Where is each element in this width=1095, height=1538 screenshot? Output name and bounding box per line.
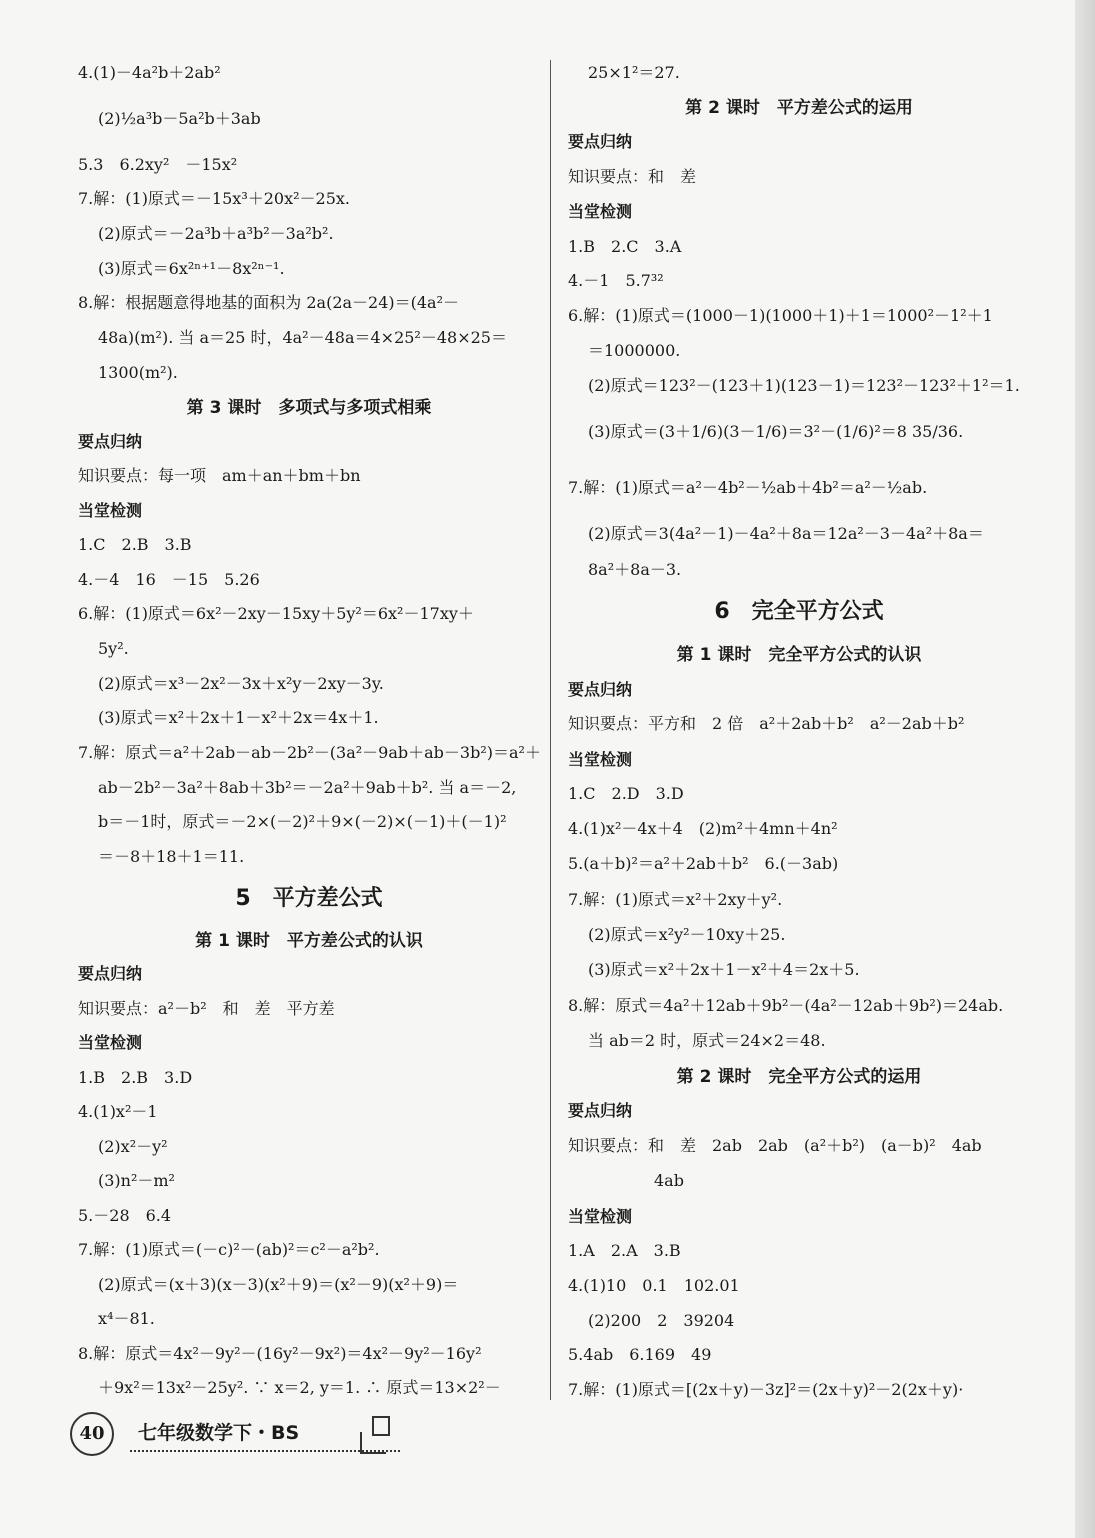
answer-line: (2)原式＝x³－2x²－3x＋x²y－2xy－3y. <box>98 674 384 693</box>
answer-line: 6.解：(1)原式＝6x²－2xy－15xy＋5y²＝6x²－17xy＋ <box>78 604 474 623</box>
answer-line: (3)n²－m² <box>98 1171 175 1190</box>
answer-line: 4.(1)－4a²b＋2ab² <box>78 63 221 82</box>
answer-line: 7.解：(1)原式＝－15x³＋20x²－25x. <box>78 189 350 208</box>
subheading: 当堂检测 <box>78 1033 143 1052</box>
subheading: 要点归纳 <box>568 1101 633 1120</box>
section-title: 5 平方差公式 <box>235 886 383 911</box>
subheading: 要点归纳 <box>78 432 143 451</box>
answer-line: 8a²＋8a－3. <box>588 560 682 579</box>
answer-line: (2)原式＝(x＋3)(x－3)(x²＋9)＝(x²－9)(x²＋9)＝ <box>98 1275 459 1294</box>
lesson-title: 第 2 课时 平方差公式的运用 <box>685 98 913 118</box>
answer-line: (2)原式＝－2a³b＋a³b²－3a²b². <box>98 224 334 243</box>
answer-line: 4.－4 16 －15 5.26 <box>78 570 260 589</box>
answer-line: 6.解：(1)原式＝(1000－1)(1000＋1)＋1＝1000²－1²＋1 <box>568 306 993 325</box>
answer-line: 8.解：原式＝4x²－9y²－(16y²－9x²)＝4x²－9y²－16y² <box>78 1344 482 1363</box>
answer-line: 25×1²＝27. <box>588 63 680 82</box>
answer-line: 7.解：(1)原式＝a²－4b²－½ab＋4b²＝a²－½ab. <box>568 478 928 497</box>
subheading: 当堂检测 <box>78 501 143 520</box>
answer-line: 当 ab＝2 时，原式＝24×2＝48. <box>588 1031 826 1050</box>
answer-line: (2)原式＝123²－(123＋1)(123－1)＝123²－123²＋1²＝1. <box>588 376 1020 395</box>
subheading: 当堂检测 <box>568 750 633 769</box>
answer-line: (2)x²－y² <box>98 1137 168 1156</box>
answer-line: 1.A 2.A 3.B <box>568 1241 681 1260</box>
page-number: 40 <box>70 1412 114 1456</box>
subheading: 当堂检测 <box>568 1207 633 1226</box>
subheading: 要点归纳 <box>568 132 633 151</box>
answer-line: (3)原式＝(3＋1/6)(3－1/6)＝3²－(1/6)²＝8 35/36. <box>588 422 964 441</box>
answer-line: 知识要点：和 差 2ab 2ab (a²＋b²) (a－b)² 4ab <box>568 1136 982 1155</box>
answer-line: ab－2b²－3a²＋8ab＋3b²＝－2a²＋9ab＋b². 当 a＝－2, <box>98 778 517 797</box>
answer-line: 知识要点：每一项 am＋an＋bm＋bn <box>78 466 361 485</box>
page-edge-shadow <box>1075 0 1095 1538</box>
answer-line: 5y². <box>98 639 129 658</box>
column-divider <box>550 60 551 1400</box>
answer-line: 4.(1)x²－1 <box>78 1102 158 1121</box>
answer-line: 5.－28 6.4 <box>78 1206 172 1225</box>
answer-line: (2)200 2 39204 <box>588 1311 735 1330</box>
answer-line: ＋9x²＝13x²－25y². ∵ x＝2, y＝1. ∴ 原式＝13×2²－ <box>98 1378 501 1397</box>
answer-line: 1.B 2.B 3.D <box>78 1068 193 1087</box>
answer-line: 48a)(m²). 当 a＝25 时，4a²－48a＝4×25²－48×25＝ <box>98 328 507 347</box>
answer-line: 7.解：(1)原式＝[(2x＋y)－3z]²＝(2x＋y)²－2(2x＋y)· <box>568 1380 964 1399</box>
answer-line: 4ab <box>654 1171 684 1190</box>
answer-line: 5.3 6.2xy² －15x² <box>78 155 238 174</box>
answer-line: 8.解：根据题意得地基的面积为 2a(2a－24)＝(4a²－ <box>78 293 460 312</box>
answer-line: 7.解：原式＝a²＋2ab－ab－2b²－(3a²－9ab＋ab－3b²)＝a²＋ <box>78 743 541 762</box>
answer-line: b＝－1时，原式＝－2×(－2)²＋9×(－2)×(－1)＋(－1)² <box>98 812 507 831</box>
subheading: 要点归纳 <box>78 964 143 983</box>
answer-line: 4.(1)x²－4x＋4 (2)m²＋4mn＋4n² <box>568 819 838 838</box>
answer-line: 1.C 2.D 3.D <box>568 784 684 803</box>
answer-line: (3)原式＝x²＋2x＋1－x²＋4＝2x＋5. <box>588 960 860 979</box>
lesson-title: 第 3 课时 多项式与多项式相乘 <box>186 398 432 418</box>
answer-line: 5.4ab 6.169 49 <box>568 1345 712 1364</box>
answer-line: 1.B 2.C 3.A <box>568 237 682 256</box>
answer-line: (3)原式＝x²＋2x＋1－x²＋2x＝4x＋1. <box>98 708 379 727</box>
subheading: 当堂检测 <box>568 202 633 221</box>
answer-line: x⁴－81. <box>98 1309 155 1328</box>
answer-line: 1300(m²). <box>98 363 178 382</box>
answer-line: ＝－8＋18＋1＝11. <box>98 847 245 866</box>
subheading: 要点归纳 <box>568 680 633 699</box>
answer-line: (3)原式＝6x²ⁿ⁺¹－8x²ⁿ⁻¹. <box>98 259 285 278</box>
answer-line: 知识要点：和 差 <box>568 167 697 186</box>
answer-line: (2)原式＝3(4a²－1)－4a²＋8a＝12a²－3－4a²＋8a＝ <box>588 524 984 543</box>
answer-line: (2)½a³b－5a²b＋3ab <box>98 109 261 128</box>
lesson-title: 第 2 课时 完全平方公式的运用 <box>676 1067 922 1087</box>
answer-line: 4.－1 5.7³² <box>568 271 664 290</box>
answer-line: (2)原式＝x²y²－10xy＋25. <box>588 925 786 944</box>
lesson-title: 第 1 课时 完全平方公式的认识 <box>676 645 922 665</box>
answer-line: 5.(a＋b)²＝a²＋2ab＋b² 6.(－3ab) <box>568 854 839 873</box>
answer-line: 7.解：(1)原式＝(－c)²－(ab)²＝c²－a²b². <box>78 1240 380 1259</box>
answer-line: 知识要点：a²－b² 和 差 平方差 <box>78 999 335 1018</box>
answer-line: 4.(1)10 0.1 102.01 <box>568 1276 740 1295</box>
answer-line: 1.C 2.B 3.B <box>78 535 192 554</box>
section-title: 6 完全平方公式 <box>714 599 884 624</box>
footer-square-icon <box>372 1416 390 1436</box>
lesson-title: 第 1 课时 平方差公式的认识 <box>195 931 423 951</box>
answer-line: 8.解：原式＝4a²＋12ab＋9b²－(4a²－12ab＋9b²)＝24ab. <box>568 996 1004 1015</box>
answer-line: ＝1000000. <box>588 341 681 360</box>
answer-line: 知识要点：平方和 2 倍 a²＋2ab＋b² a²－2ab＋b² <box>568 714 965 733</box>
book-title: 七年级数学下・BS <box>138 1422 300 1444</box>
answer-line: 7.解：(1)原式＝x²＋2xy＋y². <box>568 890 783 909</box>
page-footer <box>70 1412 390 1462</box>
